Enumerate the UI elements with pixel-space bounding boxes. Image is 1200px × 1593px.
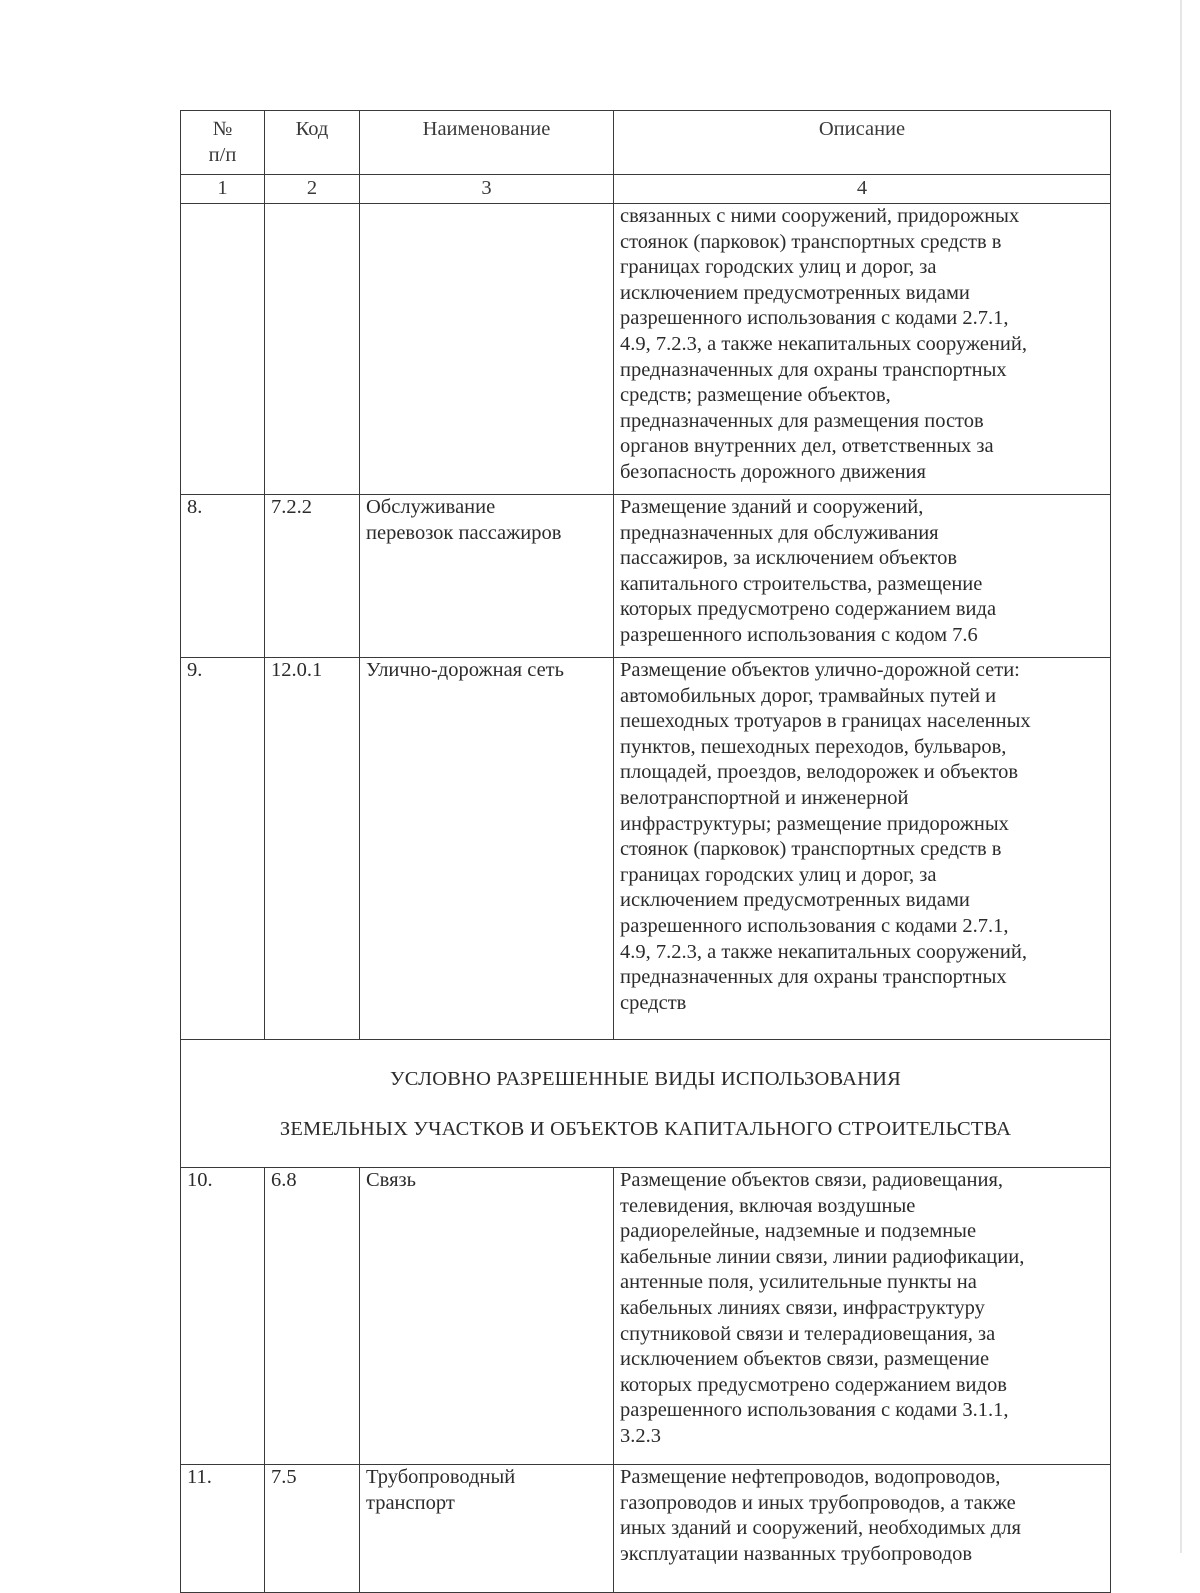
table-row (181, 658, 1111, 1040)
row-code: 12.0.1 (265, 658, 360, 1040)
column-number: 4 (614, 175, 1111, 204)
row-name: Улично-дорожная сеть (360, 658, 614, 1040)
header-number: № п/п (181, 111, 265, 175)
section-title-line: УСЛОВНО РАЗРЕШЕННЫЕ ВИДЫ ИСПОЛЬЗОВАНИЯ (390, 1068, 901, 1090)
row-name: Трубопроводный транспорт (360, 1465, 614, 1593)
column-number: 2 (265, 175, 360, 204)
row-code: 7.5 (265, 1465, 360, 1593)
land-use-table (180, 110, 1111, 1593)
table-row (181, 1168, 1111, 1465)
section-title-line: ЗЕМЕЛЬНЫХ УЧАСТКОВ И ОБЪЕКТОВ КАПИТАЛЬНОГО СТРОИТЕЛЬСТВА (279, 1118, 1012, 1140)
row-number (181, 204, 265, 495)
row-number: 8. (181, 495, 265, 658)
section-title (181, 1040, 1111, 1168)
row-description: связанных с ними сооружений, придорожных стоянок (парковок) транспортных средств в границах городских улиц и дорог, за исключением предусмотренных видами разрешенного использования с кодами 2.7.1, 4.9, 7.2.3, а также некапитальных сооружений, предназначенных для охраны транспортных средств; размещение объектов, предназначенных для размещения постов органов внутренних дел, ответственных за безопасность дорожного движения (614, 204, 1111, 495)
column-numbers-row (181, 175, 1111, 204)
row-description: Размещение нефтепроводов, водопроводов, газопроводов и иных трубопроводов, а также иных зданий и сооружений, необходимых для эксплуатации названных трубопроводов (614, 1465, 1111, 1593)
header-description: Описание (614, 111, 1111, 175)
row-code (265, 204, 360, 495)
row-description: Размещение объектов связи, радиовещания, телевидения, включая воздушные радиорелейные, надземные и подземные кабельные линии связи, линии радиофикации, антенные поля, усилительные пункты на кабельных линиях связи, инфраструктуру спутниковой связи и телерадиовещания, за исключением объектов связи, размещение которых предусмотрено содержанием видов разрешенного использования с кодами 3.1.1, 3.2.3 (614, 1168, 1111, 1465)
section-header-row (181, 1040, 1111, 1168)
row-number: 9. (181, 658, 265, 1040)
table-row (181, 495, 1111, 658)
table-row (181, 1465, 1111, 1593)
row-name: Обслуживание перевозок пассажиров (360, 495, 614, 658)
row-name (360, 204, 614, 495)
header-name: Наименование (360, 111, 614, 175)
table-header-row (181, 111, 1111, 175)
row-code: 6.8 (265, 1168, 360, 1465)
row-description: Размещение зданий и сооружений, предназначенных для обслуживания пассажиров, за исключением объектов капитального строительства, размещение которых предусмотрено содержанием вида разрешенного использования с кодом 7.6 (614, 495, 1111, 658)
column-number: 3 (360, 175, 614, 204)
row-number: 11. (181, 1465, 265, 1593)
row-name: Связь (360, 1168, 614, 1465)
row-code: 7.2.2 (265, 495, 360, 658)
column-number: 1 (181, 175, 265, 204)
row-description: Размещение объектов улично-дорожной сети: автомобильных дорог, трамвайных путей и пешеходных тротуаров в границах населенных пунктов, пешеходных переходов, бульваров, площадей, проездов, велодорожек и объектов велотранспортной и инженерной инфраструктуры; размещение придорожных стоянок (парковок) транспортных средств в границах городских улиц и дорог, за исключением предусмотренных видами разрешенного использования с кодами 2.7.1, 4.9, 7.2.3, а также некапитальных сооружений, предназначенных для охраны транспортных средств (614, 658, 1111, 1040)
table-row (181, 204, 1111, 495)
header-code: Код (265, 111, 360, 175)
scan-page-edge (1180, 0, 1182, 1553)
row-number: 10. (181, 1168, 265, 1465)
